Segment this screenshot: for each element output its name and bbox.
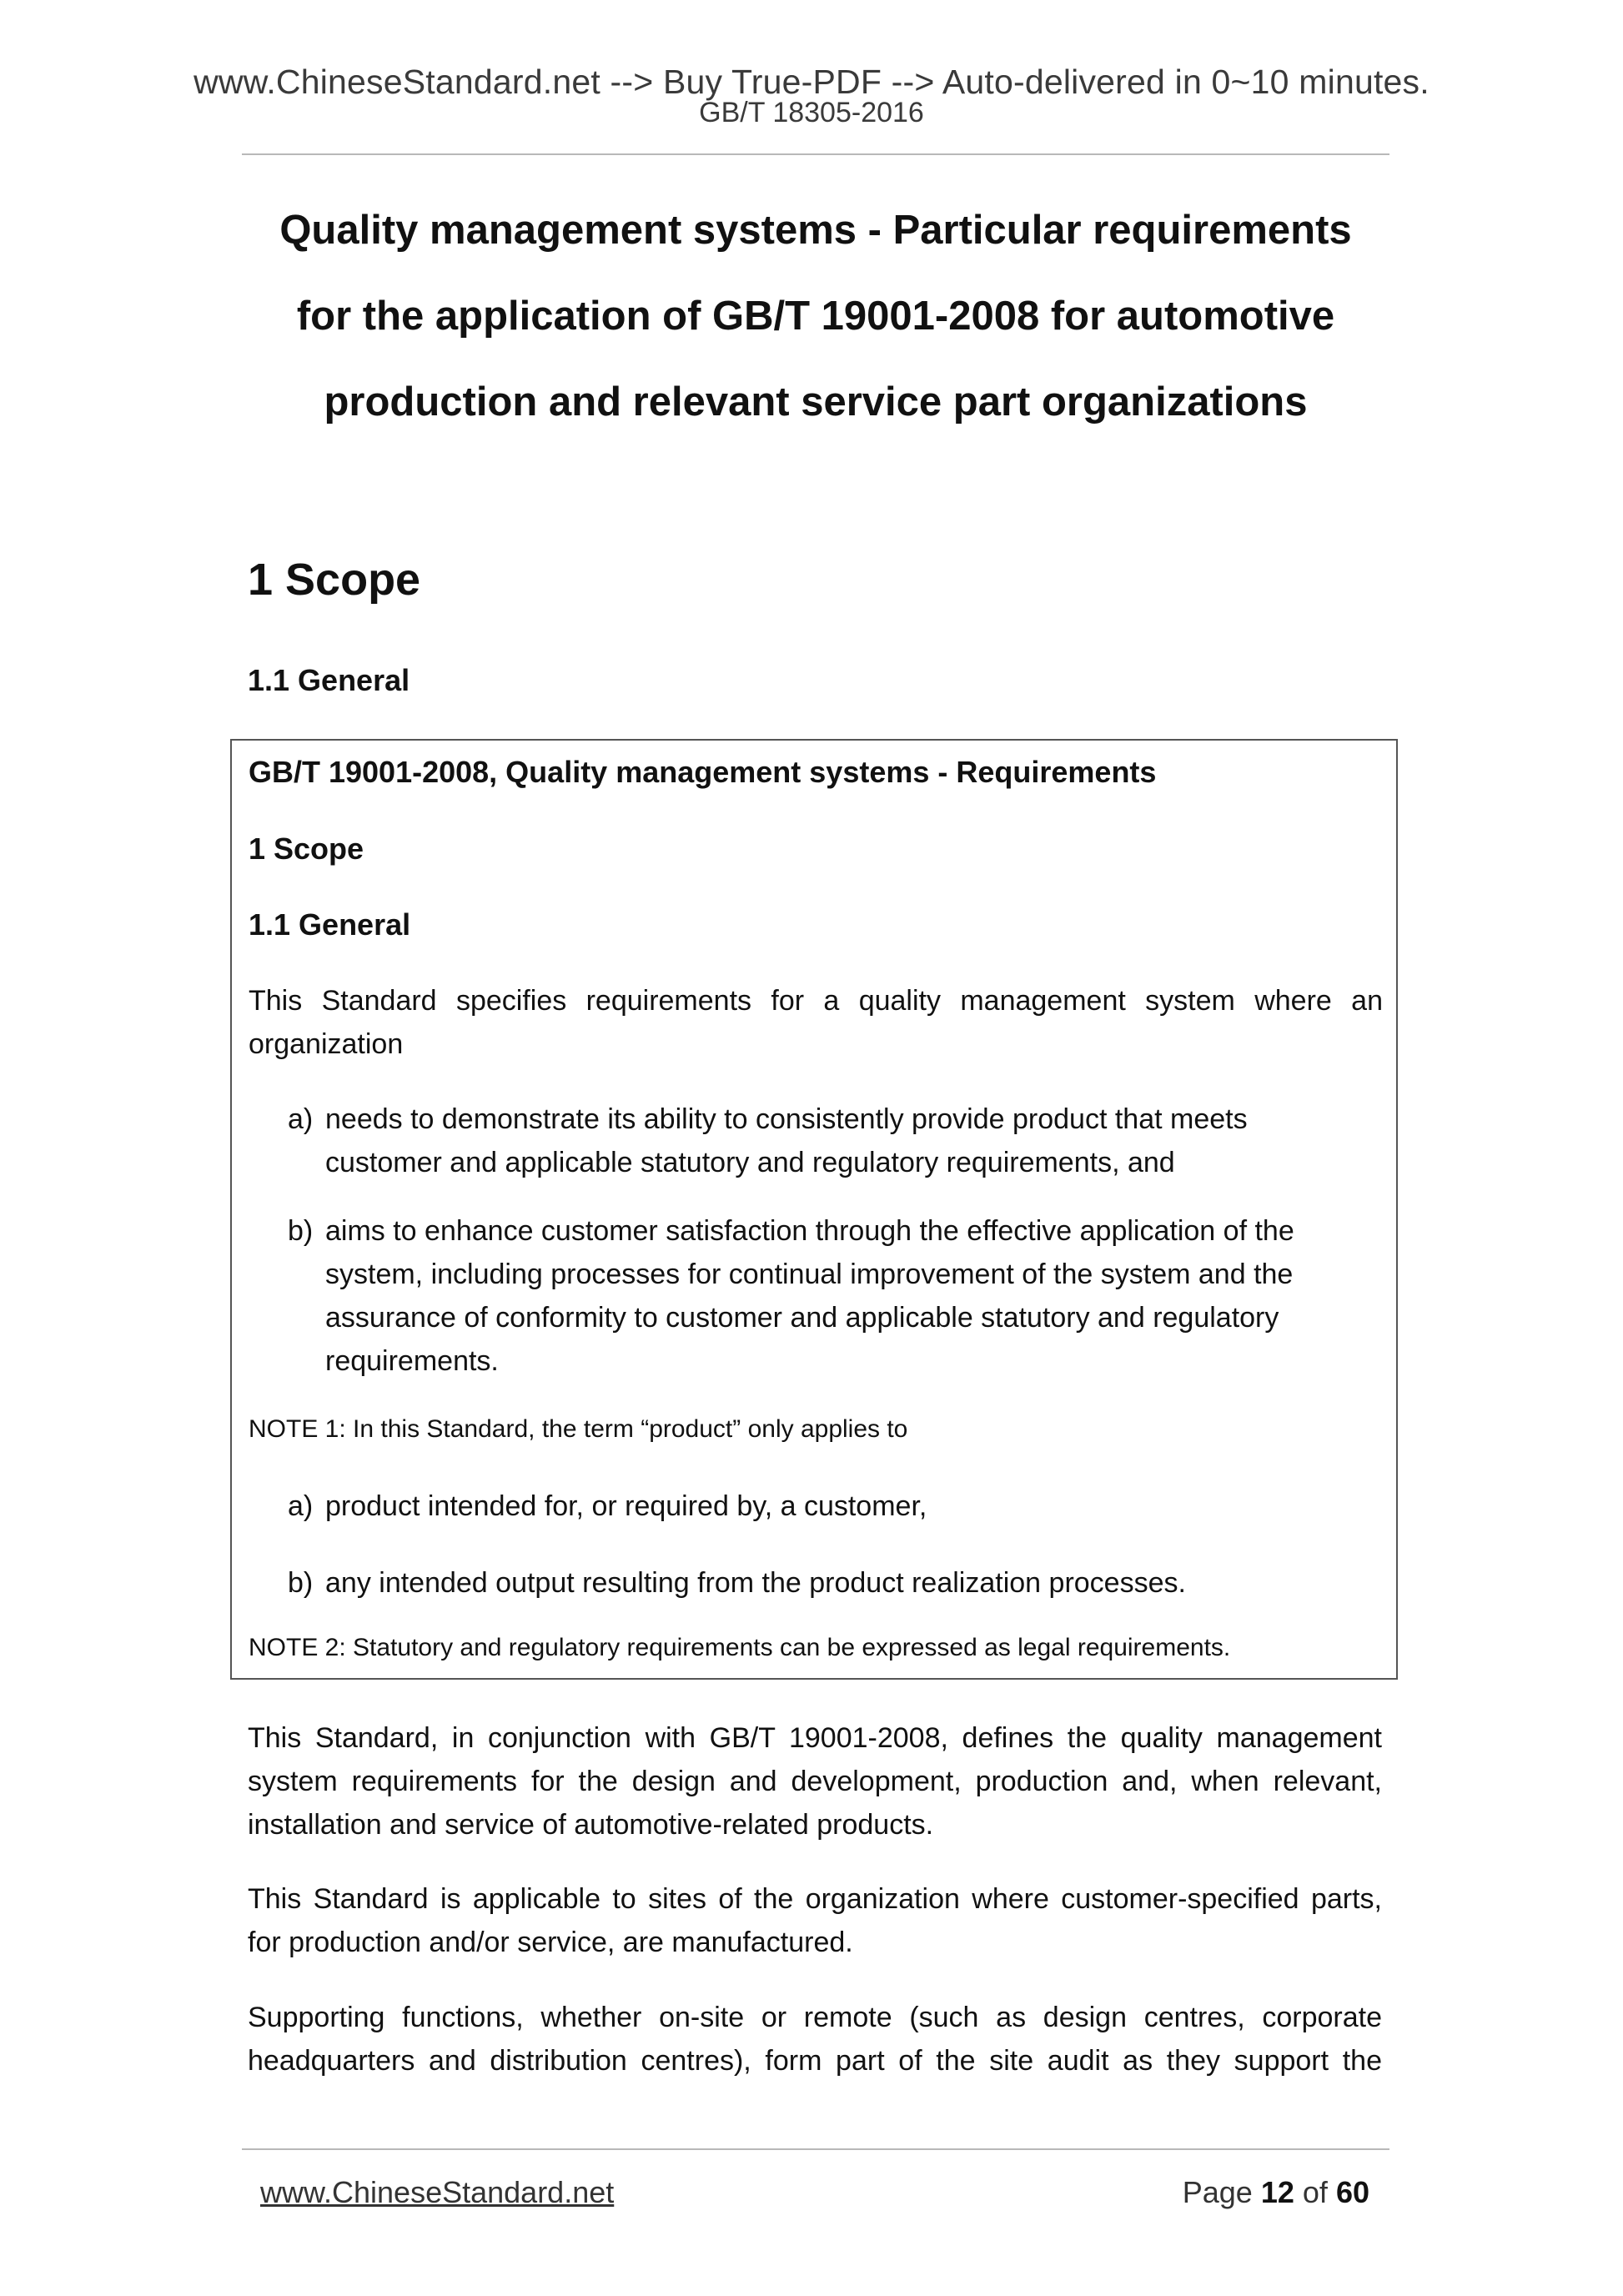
site-banner: www.ChineseStandard.net --> Buy True-PDF --> Auto-delivered in 0~10 minutes. — [193, 63, 1430, 101]
document-title — [242, 188, 1389, 445]
page-total: 60 — [1335, 2175, 1369, 2209]
standard-code: GB/T 18305-2016 — [699, 97, 924, 128]
quote-intro-line-1: This Standard specifies requirements for a quality management system where an — [249, 985, 1383, 1017]
list-marker: b) — [288, 1567, 314, 1599]
quote-subheading: 1.1 General — [249, 907, 411, 942]
page-current: 12 — [1260, 2175, 1294, 2209]
list-marker: b) — [288, 1215, 314, 1247]
quote-list-item-b — [288, 1209, 1372, 1383]
paragraph-line: Supporting functions, whether on-site or remote (such as design centres, corporate — [248, 2002, 1382, 2033]
title-line-3: production and relevant service part organizations — [324, 379, 1308, 425]
quote-note-2: NOTE 2: Statutory and regulatory requirements can be expressed as legal requirements. — [249, 1634, 1231, 1661]
paragraph-line: for production and/or service, are manufactured. — [248, 1927, 853, 1958]
title-line-1: Quality management systems - Particular requirements — [279, 208, 1352, 253]
note-list-item-a — [288, 1485, 1372, 1528]
list-item-text: system, including processes for continual improvement of the system and the — [325, 1259, 1294, 1290]
list-marker: a) — [288, 1490, 314, 1522]
list-item-text: requirements. — [325, 1345, 499, 1377]
quote-heading: 1 Scope — [249, 831, 364, 866]
list-marker: a) — [288, 1103, 314, 1135]
quoted-standard-box — [230, 739, 1398, 1680]
header-divider — [242, 153, 1389, 155]
body-paragraph-2 — [248, 1877, 1382, 1964]
paragraph-line: system requirements for the design and development, production and, when relevant, — [248, 1766, 1382, 1797]
quote-intro-line-2: organization — [249, 1028, 404, 1060]
footer-divider — [242, 2148, 1389, 2150]
list-item-text: needs to demonstrate its ability to consistently provide product that meets — [325, 1103, 1248, 1135]
page-of: of — [1302, 2175, 1328, 2209]
footer-website-link[interactable]: www.ChineseStandard.net — [260, 2175, 615, 2209]
list-item-text: assurance of conformity to customer and applicable statutory and regulatory — [325, 1302, 1279, 1334]
page-prefix: Page — [1182, 2175, 1253, 2209]
note-list-item-b — [288, 1561, 1372, 1605]
paragraph-line: This Standard is applicable to sites of the organization where customer-specified parts, — [248, 1883, 1382, 1915]
list-item-text: any intended output resulting from the product realization processes. — [325, 1567, 1186, 1599]
list-item-text: product intended for, or required by, a customer, — [325, 1490, 927, 1522]
page-indicator — [1183, 2175, 1369, 2210]
paragraph-line: This Standard, in conjunction with GB/T 19001-2008, defines the quality management — [248, 1722, 1382, 1754]
title-line-2: for the application of GB/T 19001-2008 for automotive — [296, 294, 1335, 339]
quote-source: GB/T 19001-2008, Quality management systems - Requirements — [249, 755, 1157, 789]
section-subheading: 1.1 General — [248, 663, 410, 697]
list-item-text: customer and applicable statutory and regulatory requirements, and — [325, 1147, 1175, 1178]
paragraph-line: headquarters and distribution centres), form part of the site audit as they support the — [248, 2045, 1382, 2077]
body-paragraph-3 — [248, 1996, 1382, 2082]
quote-note-1: NOTE 1: In this Standard, the term “product” only applies to — [249, 1415, 908, 1443]
body-paragraph-1 — [248, 1716, 1382, 1846]
paragraph-line: installation and service of automotive-related products. — [248, 1809, 934, 1841]
list-item-text: aims to enhance customer satisfaction through the effective application of the — [325, 1215, 1294, 1247]
quote-list-item-a — [288, 1098, 1372, 1184]
section-heading: 1 Scope — [248, 555, 421, 605]
